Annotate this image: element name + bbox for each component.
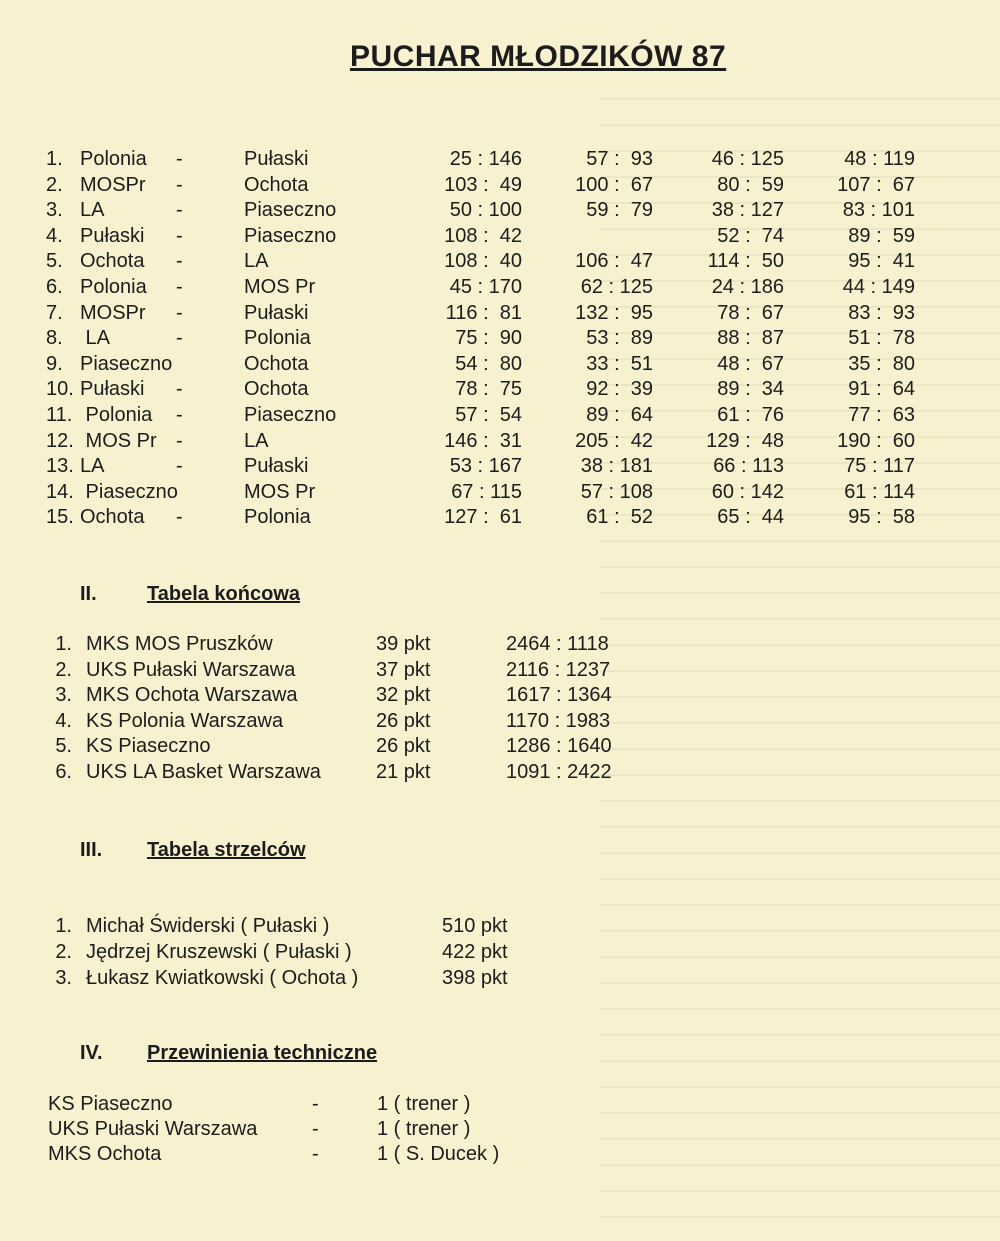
match-score: 92 : 39 bbox=[586, 378, 653, 401]
away-team: Piaseczno bbox=[244, 224, 337, 247]
team-name: KS Piaseczno bbox=[86, 735, 211, 758]
match-score: 106 : 47 bbox=[575, 250, 653, 273]
match-score: 57 : 108 bbox=[580, 480, 653, 503]
away-team: Pułaski bbox=[244, 148, 309, 170]
match-number: 14. bbox=[46, 480, 74, 503]
section-number: IV. bbox=[80, 1042, 103, 1064]
foul-count: 1 ( S. Ducek ) bbox=[377, 1143, 500, 1165]
scorer-row bbox=[0, 940, 1000, 965]
team-name: MKS MOS Pruszków bbox=[86, 633, 273, 655]
team-name: KS Piaseczno bbox=[48, 1093, 173, 1115]
rank-number: 3. bbox=[55, 684, 72, 707]
standings-row bbox=[0, 683, 1000, 708]
separator-dash: - bbox=[176, 148, 183, 170]
match-score: 75 : 117 bbox=[844, 455, 915, 478]
match-score: 89 : 34 bbox=[717, 378, 784, 401]
match-score: 57 : 54 bbox=[455, 404, 522, 426]
points: 37 pkt bbox=[376, 658, 431, 681]
match-row bbox=[0, 147, 1000, 172]
separator-dash: - bbox=[312, 1093, 319, 1115]
match-score: 53 : 167 bbox=[449, 455, 522, 478]
home-team: Pułaski bbox=[80, 224, 145, 247]
home-team: Polonia bbox=[80, 148, 147, 170]
separator-dash: - bbox=[176, 429, 183, 452]
match-score: 61 : 114 bbox=[844, 480, 915, 503]
match-number: 2. bbox=[46, 173, 63, 196]
away-team: Piaseczno bbox=[244, 404, 337, 426]
match-score: 114 : 50 bbox=[707, 250, 784, 273]
match-score: 35 : 80 bbox=[848, 352, 915, 375]
match-score: 83 : 93 bbox=[848, 301, 915, 324]
match-number: 13. bbox=[46, 455, 74, 478]
away-team: Ochota bbox=[244, 378, 309, 401]
home-team: MOS Pr bbox=[80, 429, 157, 452]
points: 510 pkt bbox=[442, 915, 508, 937]
basket-balance: 1170 : 1983 bbox=[506, 709, 611, 732]
match-score: 50 : 100 bbox=[449, 199, 522, 222]
team-name: UKS LA Basket Warszawa bbox=[86, 761, 321, 783]
section-number: II. bbox=[80, 583, 97, 605]
match-number: 5. bbox=[46, 250, 63, 273]
away-team: Ochota bbox=[244, 173, 309, 196]
match-score: 95 : 58 bbox=[848, 506, 915, 529]
team-name: UKS Pułaski Warszawa bbox=[48, 1118, 258, 1140]
match-score: 38 : 181 bbox=[580, 455, 653, 478]
basket-balance: 1617 : 1364 bbox=[506, 684, 612, 707]
separator-dash: - bbox=[176, 199, 183, 222]
separator-dash: - bbox=[176, 250, 183, 273]
home-team: Ochota bbox=[80, 506, 145, 529]
match-score: 33 : 51 bbox=[586, 352, 653, 375]
team-name: UKS Pułaski Warszawa bbox=[86, 658, 296, 681]
match-score: 48 : 67 bbox=[717, 352, 784, 375]
match-score: 77 : 63 bbox=[848, 404, 915, 426]
match-score: 67 : 115 bbox=[451, 480, 522, 503]
match-score: 100 : 67 bbox=[575, 173, 653, 196]
match-score: 46 : 125 bbox=[711, 148, 784, 170]
separator-dash: - bbox=[176, 224, 183, 247]
standings-row bbox=[0, 760, 1000, 785]
section-title: Tabela strzelców bbox=[147, 839, 306, 861]
match-row bbox=[0, 326, 1000, 351]
points: 26 pkt bbox=[376, 735, 431, 758]
match-score: 83 : 101 bbox=[842, 199, 915, 222]
rank-number: 3. bbox=[55, 967, 72, 989]
match-number: 7. bbox=[46, 301, 63, 324]
separator-dash: - bbox=[176, 404, 183, 426]
match-row bbox=[0, 352, 1000, 377]
match-number: 9. bbox=[46, 352, 63, 375]
home-team: Piaseczno bbox=[80, 480, 178, 503]
match-score: 205 : 42 bbox=[575, 429, 653, 452]
match-row bbox=[0, 377, 1000, 402]
match-score: 66 : 113 bbox=[713, 455, 784, 478]
home-team: Piaseczno bbox=[80, 352, 173, 375]
match-number: 15. bbox=[46, 506, 74, 529]
technical-foul-row bbox=[0, 1092, 1000, 1117]
standings-row bbox=[0, 658, 1000, 683]
basket-balance: 2116 : 1237 bbox=[506, 658, 611, 681]
match-score: 127 : 61 bbox=[444, 506, 522, 529]
match-score: 75 : 90 bbox=[455, 327, 522, 350]
match-number: 11. bbox=[46, 404, 73, 426]
home-team: MOSPr bbox=[80, 173, 146, 196]
team-name: KS Polonia Warszawa bbox=[86, 709, 284, 732]
match-score: 61 : 76 bbox=[717, 404, 784, 426]
match-number: 6. bbox=[46, 276, 63, 298]
scorer-row bbox=[0, 914, 1000, 939]
home-team: Polonia bbox=[80, 404, 153, 426]
match-score: 129 : 48 bbox=[706, 429, 784, 452]
separator-dash: - bbox=[176, 276, 183, 298]
match-score: 48 : 119 bbox=[844, 148, 915, 170]
away-team: MOS Pr bbox=[244, 276, 316, 298]
points: 32 pkt bbox=[376, 684, 431, 707]
match-score: 89 : 59 bbox=[848, 224, 915, 247]
match-score: 89 : 64 bbox=[586, 404, 653, 426]
standings-row bbox=[0, 709, 1000, 734]
separator-dash: - bbox=[176, 506, 183, 529]
match-score: 116 : 81 bbox=[445, 301, 522, 324]
match-row bbox=[0, 224, 1000, 249]
match-score: 24 : 186 bbox=[711, 276, 784, 298]
match-score: 78 : 75 bbox=[455, 378, 522, 401]
rank-number: 1. bbox=[55, 633, 72, 655]
match-score: 62 : 125 bbox=[580, 276, 653, 298]
match-score: 132 : 95 bbox=[575, 301, 653, 324]
match-number: 1. bbox=[46, 148, 63, 170]
match-score: 45 : 170 bbox=[449, 276, 522, 298]
separator-dash: - bbox=[312, 1143, 319, 1165]
match-score: 61 : 52 bbox=[586, 506, 653, 529]
match-score: 51 : 78 bbox=[848, 327, 915, 350]
away-team: LA bbox=[244, 429, 269, 452]
separator-dash: - bbox=[176, 301, 183, 324]
home-team: MOSPr bbox=[80, 301, 146, 324]
points: 21 pkt bbox=[376, 761, 431, 783]
technical-foul-row bbox=[0, 1142, 1000, 1167]
points: 26 pkt bbox=[376, 709, 431, 732]
match-score: 108 : 42 bbox=[444, 224, 522, 247]
home-team: LA bbox=[80, 455, 105, 478]
separator-dash: - bbox=[176, 327, 183, 350]
rank-number: 2. bbox=[55, 658, 72, 681]
match-score: 80 : 59 bbox=[717, 173, 784, 196]
rank-number: 6. bbox=[55, 761, 72, 783]
match-score: 65 : 44 bbox=[717, 506, 784, 529]
home-team: LA bbox=[80, 327, 111, 350]
match-row bbox=[0, 301, 1000, 326]
match-score: 54 : 80 bbox=[455, 352, 522, 375]
away-team: Pułaski bbox=[244, 455, 309, 478]
match-score: 44 : 149 bbox=[842, 276, 915, 298]
match-score: 25 : 146 bbox=[449, 148, 522, 170]
match-score: 59 : 79 bbox=[586, 199, 653, 222]
match-score: 103 : 49 bbox=[444, 173, 522, 196]
match-score: 57 : 93 bbox=[586, 148, 653, 170]
away-team: LA bbox=[244, 250, 269, 273]
separator-dash: - bbox=[176, 378, 183, 401]
match-score: 52 : 74 bbox=[717, 224, 784, 247]
match-row bbox=[0, 429, 1000, 454]
match-row bbox=[0, 249, 1000, 274]
separator-dash: - bbox=[312, 1118, 319, 1140]
match-row bbox=[0, 198, 1000, 223]
page-title: PUCHAR MŁODZIKÓW 87 bbox=[350, 40, 727, 73]
player-name: Michał Świderski ( Pułaski ) bbox=[86, 915, 330, 937]
home-team: Ochota bbox=[80, 250, 145, 273]
team-name: MKS Ochota Warszawa bbox=[86, 684, 298, 707]
player-name: Jędrzej Kruszewski ( Pułaski ) bbox=[86, 941, 352, 963]
match-row bbox=[0, 275, 1000, 300]
separator-dash: - bbox=[176, 455, 183, 478]
points: 39 pkt bbox=[376, 633, 431, 655]
home-team: Polonia bbox=[80, 276, 147, 298]
match-row bbox=[0, 403, 1000, 428]
match-score: 91 : 64 bbox=[848, 378, 915, 401]
section-number: III. bbox=[80, 839, 103, 861]
scorer-row bbox=[0, 966, 1000, 991]
home-team: Pułaski bbox=[80, 378, 145, 401]
match-score: 78 : 67 bbox=[717, 301, 784, 324]
away-team: Piaseczno bbox=[244, 199, 337, 222]
away-team: Polonia bbox=[244, 327, 311, 350]
player-name: Łukasz Kwiatkowski ( Ochota ) bbox=[86, 967, 359, 989]
standings-row bbox=[0, 632, 1000, 657]
match-row bbox=[0, 505, 1000, 530]
separator-dash: - bbox=[176, 173, 183, 196]
rank-number: 4. bbox=[55, 709, 72, 732]
section-title: Tabela końcowa bbox=[147, 583, 301, 605]
section-title: Przewinienia techniczne bbox=[147, 1042, 378, 1064]
match-score: 38 : 127 bbox=[711, 199, 784, 222]
match-score: 146 : 31 bbox=[444, 429, 522, 452]
match-row bbox=[0, 480, 1000, 505]
foul-count: 1 ( trener ) bbox=[377, 1093, 471, 1115]
away-team: MOS Pr bbox=[244, 480, 316, 503]
match-row bbox=[0, 454, 1000, 479]
points: 422 pkt bbox=[442, 941, 508, 963]
foul-count: 1 ( trener ) bbox=[377, 1118, 471, 1140]
match-score: 88 : 87 bbox=[717, 327, 784, 350]
standings-row bbox=[0, 734, 1000, 759]
technical-foul-row bbox=[0, 1117, 1000, 1142]
rank-number: 5. bbox=[55, 735, 72, 758]
match-score: 53 : 89 bbox=[586, 327, 653, 350]
rank-number: 2. bbox=[55, 941, 72, 963]
match-number: 8. bbox=[46, 327, 63, 350]
home-team: LA bbox=[80, 199, 105, 222]
away-team: Polonia bbox=[244, 506, 311, 529]
match-number: 4. bbox=[46, 224, 63, 247]
basket-balance: 1091 : 2422 bbox=[506, 761, 612, 783]
away-team: Ochota bbox=[244, 352, 309, 375]
match-number: 3. bbox=[46, 199, 63, 222]
basket-balance: 2464 : 1118 bbox=[506, 633, 609, 655]
match-score: 190 : 60 bbox=[837, 429, 915, 452]
match-score: 107 : 67 bbox=[837, 173, 915, 196]
match-number: 12. bbox=[46, 429, 74, 452]
rank-number: 1. bbox=[55, 915, 72, 937]
match-score: 108 : 40 bbox=[444, 250, 522, 273]
team-name: MKS Ochota bbox=[48, 1143, 162, 1165]
away-team: Pułaski bbox=[244, 301, 309, 324]
match-number: 10. bbox=[46, 378, 74, 401]
match-row bbox=[0, 173, 1000, 198]
match-score: 95 : 41 bbox=[848, 250, 915, 273]
basket-balance: 1286 : 1640 bbox=[506, 735, 612, 758]
match-score: 60 : 142 bbox=[711, 480, 784, 503]
points: 398 pkt bbox=[442, 967, 508, 989]
